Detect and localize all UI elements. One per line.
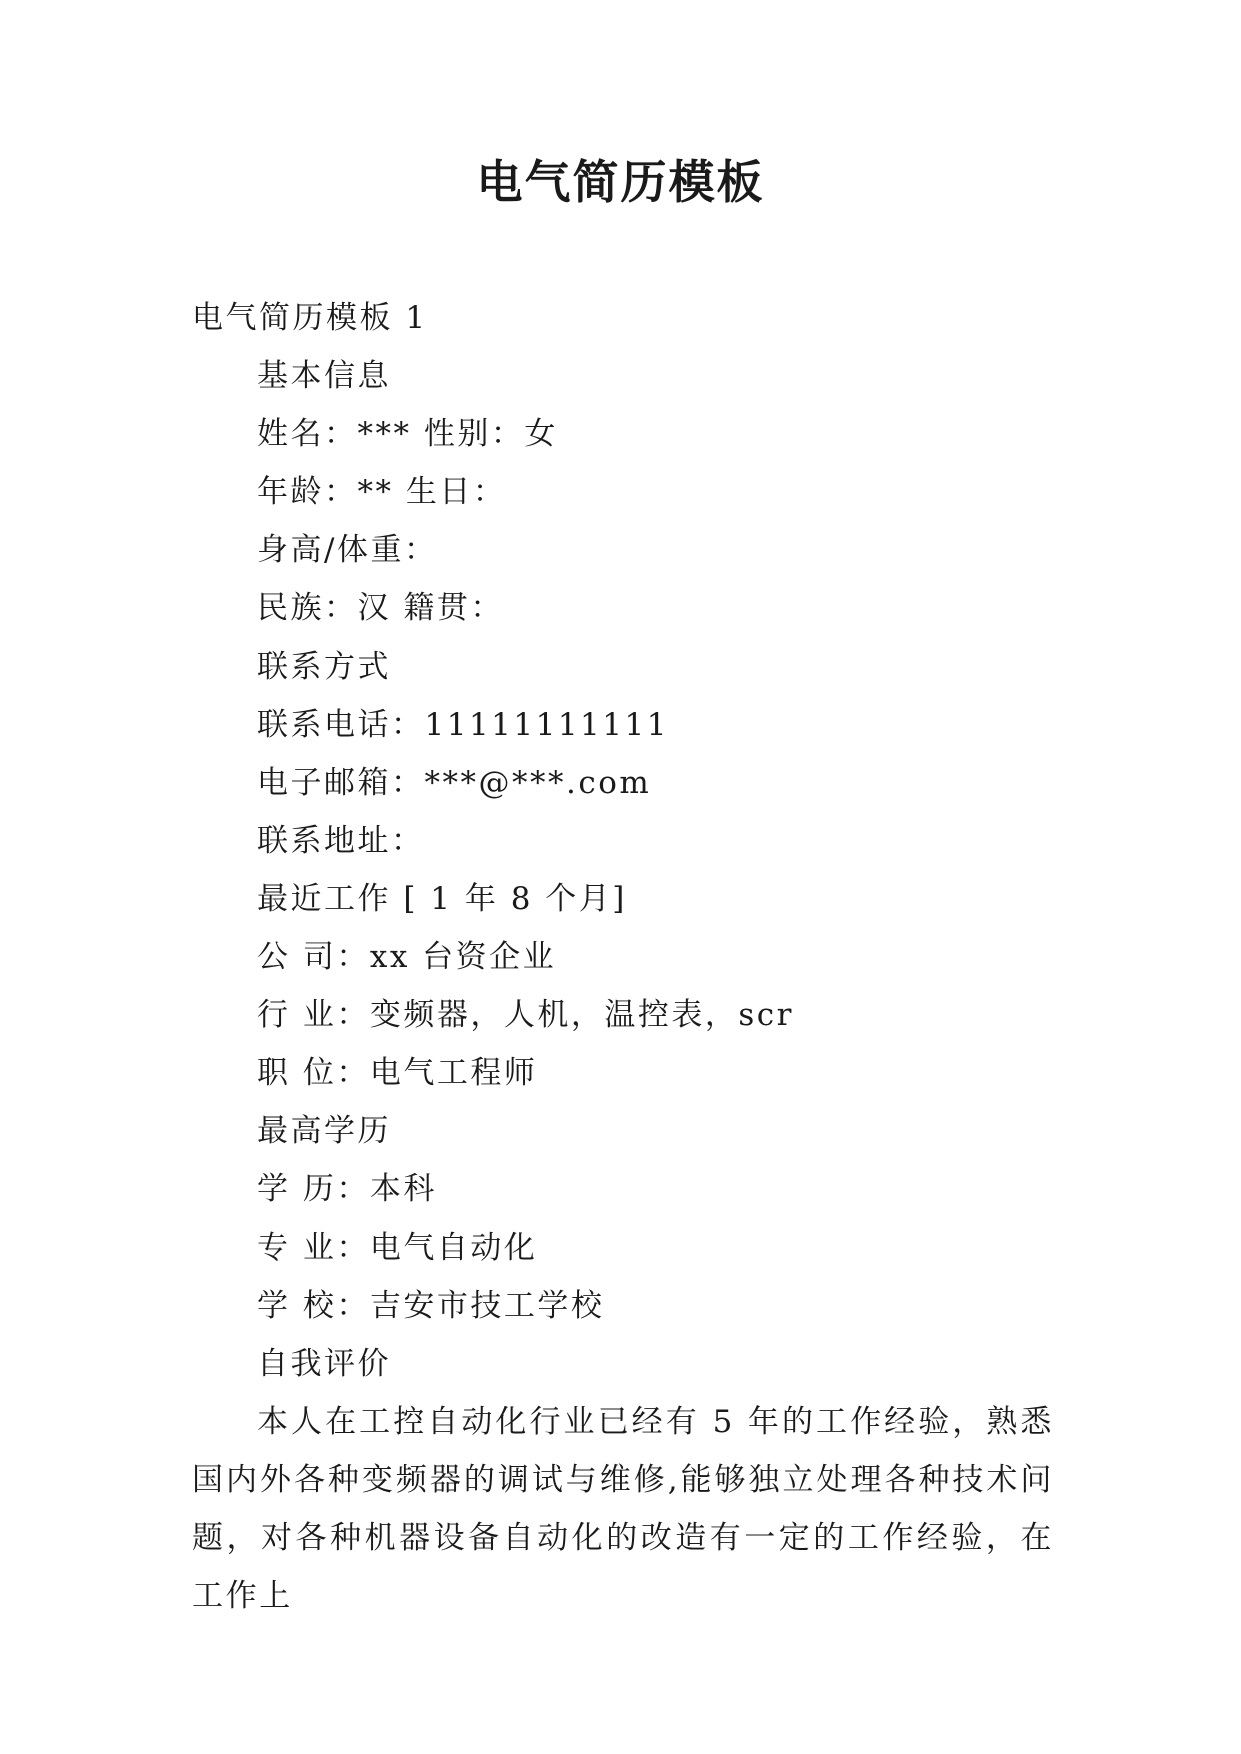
field-school: 学 校：吉安市技工学校 <box>257 1287 605 1324</box>
field-email: 电子邮箱：***@***.com <box>257 764 652 801</box>
field-height-weight: 身高/体重： <box>257 532 438 569</box>
label-contact: 联系方式 <box>257 648 391 685</box>
field-name-gender: 姓名：*** 性别：女 <box>257 416 558 453</box>
document-title: 电气简历模板 <box>476 155 765 209</box>
self-evaluation-paragraph: 本人在工控自动化行业已经有 5 年的工作经验，熟悉国内外各种变频器的调试与维修,能够独立处理各种技术问题，对各种机器设备自动化的改造有一定的工作经验，在工作上 <box>192 1403 1054 1615</box>
label-self-evaluation: 自我评价 <box>257 1345 391 1382</box>
field-degree: 学 历：本科 <box>257 1171 437 1208</box>
field-phone: 联系电话：11111111111 <box>257 706 669 743</box>
document-body <box>192 289 1054 1625</box>
field-age-birthday: 年龄：** 生日： <box>257 474 507 511</box>
label-recent-work: 最近工作 [ 1 年 8 个月] <box>257 880 627 917</box>
field-ethnicity-hometown: 民族：汉 籍贯： <box>257 590 504 627</box>
field-company: 公 司：xx 台资企业 <box>257 939 557 976</box>
field-address: 联系地址： <box>257 822 425 859</box>
field-major: 专 业：电气自动化 <box>257 1229 538 1266</box>
field-industry: 行 业：变频器，人机，温控表，scr <box>257 997 794 1034</box>
section-heading: 电气简历模板 1 <box>192 300 428 336</box>
label-education: 最高学历 <box>257 1113 391 1150</box>
label-basic-info: 基本信息 <box>257 358 391 395</box>
field-position: 职 位：电气工程师 <box>257 1055 538 1092</box>
